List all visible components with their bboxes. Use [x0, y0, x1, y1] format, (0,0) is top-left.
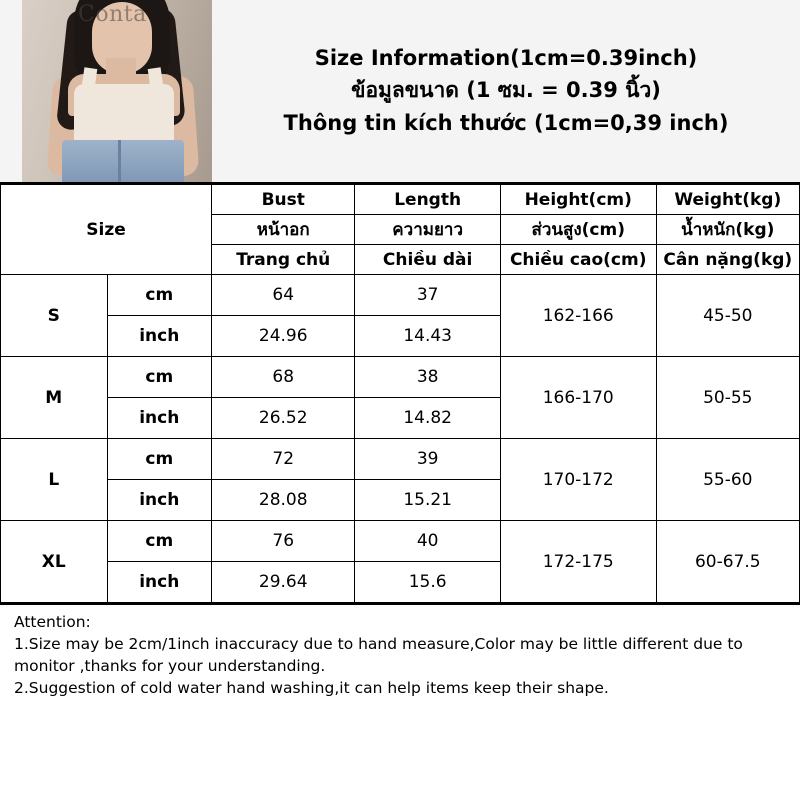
col-length-vi: Chiều dài: [355, 245, 500, 275]
table-row: [1, 275, 800, 316]
row-unit-cm: cm: [107, 521, 211, 562]
photo-jeans: [62, 140, 184, 182]
cell-bust-cm-xl: 76: [212, 521, 355, 562]
col-weight-en: Weight(kg): [656, 185, 799, 215]
attention-line-2: 2.Suggestion of cold water hand washing,it can help items keep their shape.: [14, 679, 609, 697]
product-photo: [22, 0, 212, 182]
attention-title: Attention:: [14, 613, 91, 631]
table-row: [1, 439, 800, 480]
row-unit-cm: cm: [107, 275, 211, 316]
size-corner-cell: Size: [1, 185, 212, 275]
photo-watermark: Conta: [78, 2, 147, 27]
row-unit-cm: cm: [107, 357, 211, 398]
cell-weight-m: 50-55: [656, 357, 799, 439]
table-row: [1, 357, 800, 398]
cell-length-cm-l: 39: [355, 439, 500, 480]
col-bust-vi: Trang chủ: [212, 245, 355, 275]
header-title-block: [212, 0, 800, 182]
table-header-row-en: [1, 185, 800, 215]
cell-height-s: 162-166: [500, 275, 656, 357]
row-unit-inch: inch: [107, 562, 211, 603]
row-unit-inch: inch: [107, 316, 211, 357]
cell-bust-cm-s: 64: [212, 275, 355, 316]
col-bust-th: หน้าอก: [212, 215, 355, 245]
cell-length-cm-m: 38: [355, 357, 500, 398]
cell-length-cm-xl: 40: [355, 521, 500, 562]
cell-length-inch-l: 15.21: [355, 480, 500, 521]
cell-weight-s: 45-50: [656, 275, 799, 357]
cell-weight-xl: 60-67.5: [656, 521, 799, 603]
cell-bust-cm-l: 72: [212, 439, 355, 480]
cell-height-xl: 172-175: [500, 521, 656, 603]
row-size-l: L: [1, 439, 108, 521]
col-length-en: Length: [355, 185, 500, 215]
size-table: [0, 184, 800, 603]
col-height-en: Height(cm): [500, 185, 656, 215]
title-english: Size Information(1cm=0.39inch): [314, 46, 698, 71]
col-length-th: ความยาว: [355, 215, 500, 245]
col-weight-vi: Cân nặng(kg): [656, 245, 799, 275]
cell-bust-inch-xl: 29.64: [212, 562, 355, 603]
row-size-xl: XL: [1, 521, 108, 603]
col-height-th: ส่วนสูง(cm): [500, 215, 656, 245]
attention-block: [0, 603, 800, 699]
cell-length-inch-m: 14.82: [355, 398, 500, 439]
photo-tank-top: [74, 84, 174, 146]
cell-bust-inch-m: 26.52: [212, 398, 355, 439]
col-height-vi: Chiều cao(cm): [500, 245, 656, 275]
header-band: [0, 0, 800, 184]
title-vietnamese: Thông tin kích thước (1cm=0,39 inch): [283, 110, 729, 135]
cell-bust-cm-m: 68: [212, 357, 355, 398]
row-unit-inch: inch: [107, 480, 211, 521]
cell-height-l: 170-172: [500, 439, 656, 521]
row-size-m: M: [1, 357, 108, 439]
col-weight-th: น้ำหนัก(kg): [656, 215, 799, 245]
col-bust-en: Bust: [212, 185, 355, 215]
cell-weight-l: 55-60: [656, 439, 799, 521]
cell-length-inch-s: 14.43: [355, 316, 500, 357]
cell-length-cm-s: 37: [355, 275, 500, 316]
cell-length-inch-xl: 15.6: [355, 562, 500, 603]
row-unit-cm: cm: [107, 439, 211, 480]
cell-bust-inch-s: 24.96: [212, 316, 355, 357]
row-unit-inch: inch: [107, 398, 211, 439]
row-size-s: S: [1, 275, 108, 357]
title-thai: ข้อมูลขนาด (1 ซม. = 0.39 นิ้ว): [351, 78, 661, 103]
attention-line-1: 1.Size may be 2cm/1inch inaccuracy due to hand measure,Color may be little different due to monitor ,thanks for your understanding.: [14, 635, 748, 675]
table-row: [1, 521, 800, 562]
cell-bust-inch-l: 28.08: [212, 480, 355, 521]
cell-height-m: 166-170: [500, 357, 656, 439]
